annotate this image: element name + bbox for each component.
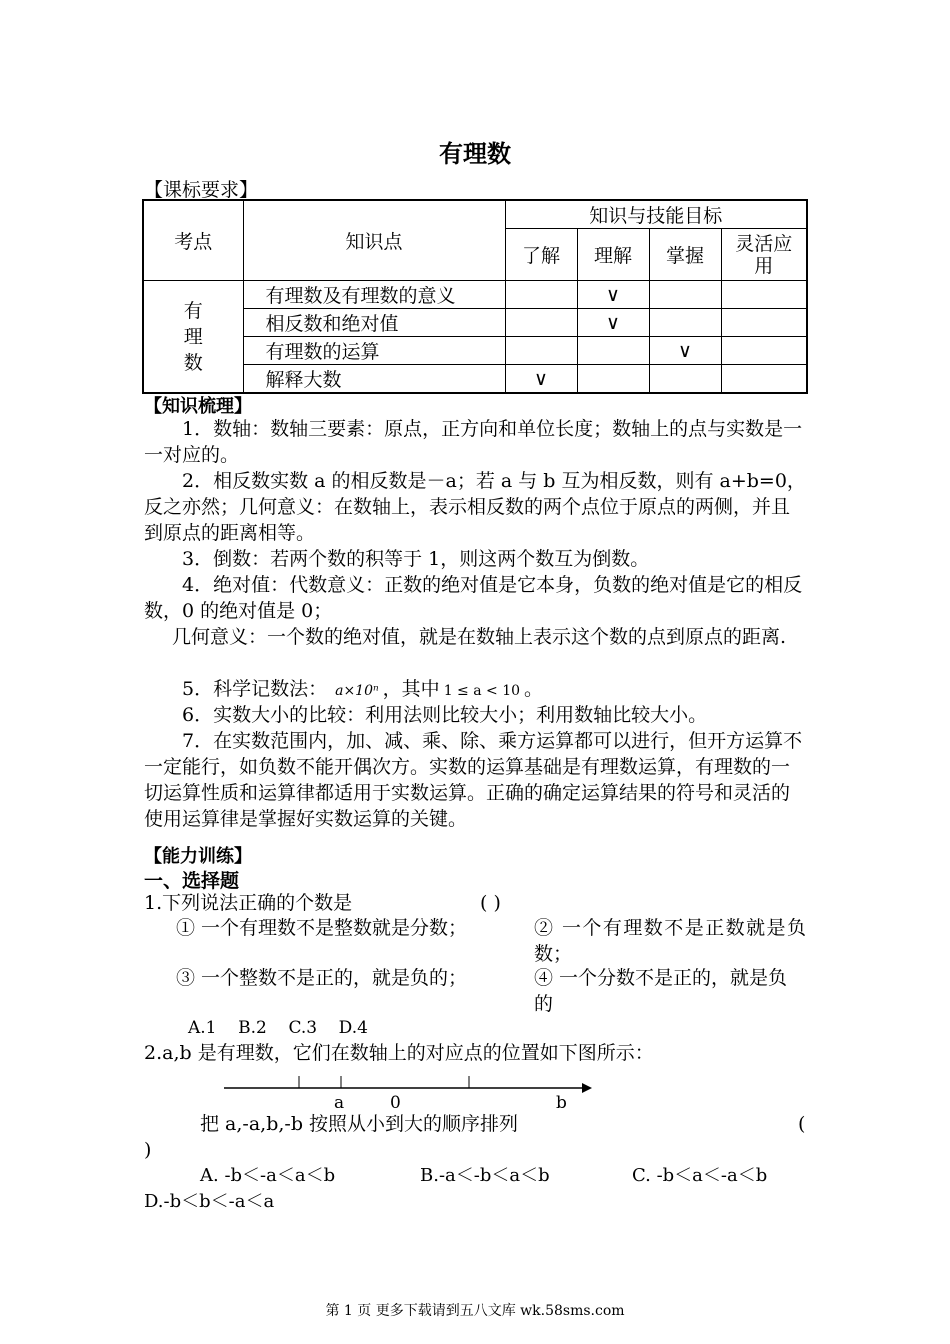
header-linghuo: 灵活应用 [721,229,807,281]
header-lijie: 理解 [577,229,649,281]
table-row-liaojie [505,309,577,337]
table-row-liaojie [505,337,577,365]
p5-prefix: 5．科学记数法： [182,678,328,700]
p5-mid: ，其中 [382,678,440,700]
knowledge-p3: 3．倒数：若两个数的积等于 1，则这两个数互为倒数。 [182,548,650,570]
table-row-lijie [577,365,649,394]
q1-statement-3: ③ 一个整数不是正的，就是负的； [176,967,468,989]
table-row-lijie: ∨ [577,281,649,309]
table-row-linghuo [721,309,807,337]
table-row-liaojie: ∨ [505,365,577,394]
q2-paren-close: ) [144,1139,152,1161]
q2-option-d: D.-b＜b＜-a＜a [144,1191,275,1212]
table-row-liaojie [505,281,577,309]
table-row-zhangwo [649,365,721,394]
knowledge-p4b: 几何意义：一个数的绝对值，就是在数轴上表示这个数的点到原点的距离. [172,626,787,648]
q1-statement-1: ① 一个有理数不是整数就是分数； [176,917,468,939]
topic-cell: 有理数 [143,281,243,394]
table-row-linghuo [721,365,807,394]
knowledge-p1: 1．数轴：数轴三要素：原点，正方向和单位长度；数轴上的点与实数是一一对应的。 [144,418,803,466]
page-title: 有理数 [439,140,511,168]
number-line [220,1068,600,1112]
table-row-zhangwo: ∨ [649,337,721,365]
axis-label-b: b [556,1093,567,1112]
table-row-zhangwo [649,309,721,337]
knowledge-p5 [144,676,806,704]
table-row-zhangwo [649,281,721,309]
knowledge-p4: 4．绝对值：代数意义：正数的绝对值是它本身，负数的绝对值是它的相反数，0 的绝对值是 0； [144,574,803,622]
q1-paren: ( ) [480,892,501,914]
q2-stem: 2.a,b 是有理数，它们在数轴上的对应点的位置如下图所示： [144,1042,654,1064]
p5-suffix: 。 [524,678,544,700]
q1-stem: 1.下列说法正确的个数是 [144,892,353,914]
q2-option-a: A. -b＜-a＜a＜b [200,1165,336,1186]
table-row-point: 有理数的运算 [243,337,505,365]
table-row-linghuo [721,337,807,365]
q2-paren-open: ( [798,1113,806,1135]
knowledge-p2: 2．相反数实数 a 的相反数是－a；若 a 与 b 互为相反数，则有 a+b=0，反之亦然；几何意义：在数轴上，表示相反数的两个点位于原点的两侧，并且到原点的距离相等。 [144,470,806,544]
knowledge-p7: 7．在实数范围内，加、减、乘、除、乘方运算都可以进行，但开方运算不一定能行，如负数不能开偶次方。实数的运算基础是有理数运算，有理数的一切运算性质和运算律都适用于实数运算。正确的确定运算结果的符号和灵活的使用运算律是掌握好实数运算的关键。 [144,730,803,830]
q1-options: A.1 B.2 C.3 D.4 [188,1018,368,1038]
table-row-linghuo [721,281,807,309]
header-kaodian: 考点 [143,200,243,281]
p5-formula: a×10ⁿ [335,683,379,699]
table-row-point: 解释大数 [243,365,505,394]
axis-label-a: a [334,1093,345,1112]
q1-statement-2-text: ② 一个有理数不是正数就是负数； [534,917,806,965]
p5-range: 1 ≤ a < 10 [443,683,521,699]
exercise-heading: 一、选择题 [144,870,240,892]
header-zhishidian: 知识点 [243,200,505,281]
q1-statement-4: ④ 一个分数不是正的，就是负的 [534,967,788,1015]
axis-arrow [582,1083,592,1093]
q1-statement-2 [534,915,806,965]
section-training: 【能力训练】 [144,846,252,867]
table-row-lijie: ∨ [577,309,649,337]
q2-instruction: 把 a,-a,b,-b 按照从小到大的顺序排列 [200,1113,519,1135]
knowledge-p6: 6．实数大小的比较：利用法则比较大小；利用数轴比较大小。 [182,704,708,726]
q2-option-b: B.-a＜-b＜a＜b [420,1165,550,1186]
q2-option-c: C. -b＜a＜-a＜b [632,1165,768,1186]
header-liaojie: 了解 [505,229,577,281]
section-knowledge: 【知识梳理】 [144,396,252,417]
page-footer: 第 1 页 更多下载请到五八文库 wk.58sms.com [325,1303,625,1319]
header-goal: 知识与技能目标 [505,200,807,229]
axis-label-zero: 0 [390,1093,401,1112]
requirements-table [142,199,808,394]
section-requirements: 【课标要求】 [144,179,259,201]
table-row-lijie [577,337,649,365]
table-row-point: 有理数及有理数的意义 [243,281,505,309]
header-zhangwo: 掌握 [649,229,721,281]
table-row-point: 相反数和绝对值 [243,309,505,337]
